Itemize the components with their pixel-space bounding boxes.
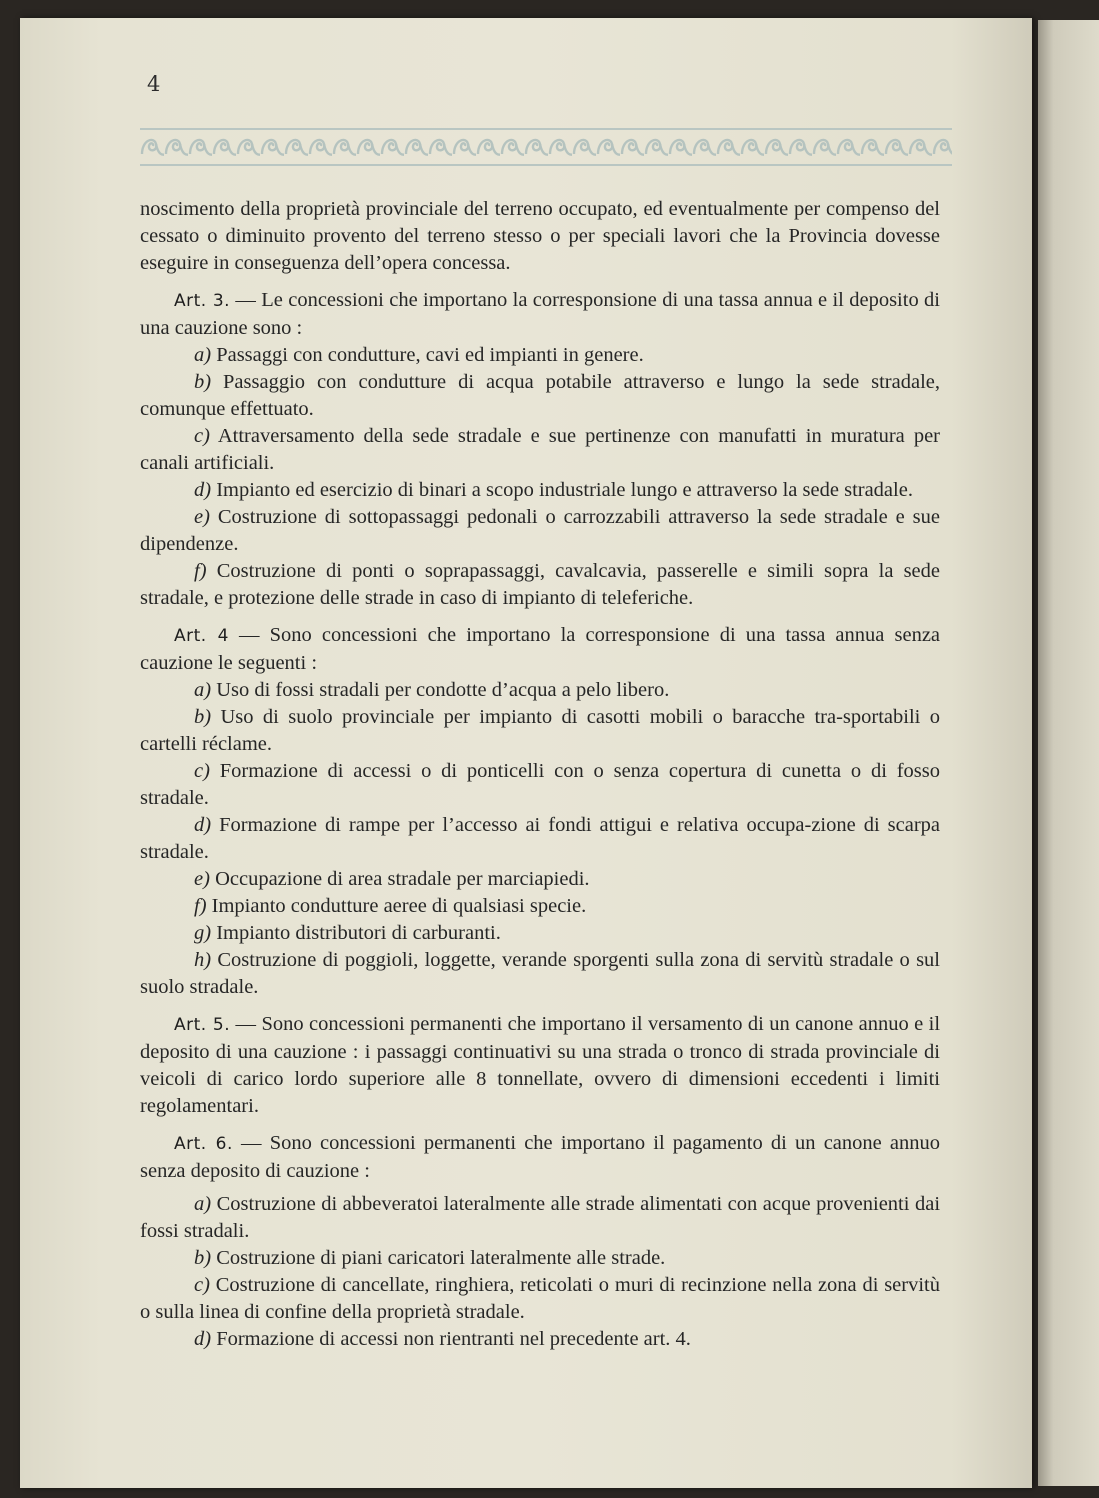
list-item: d) Formazione di rampe per l’accesso ai fondi attigui e relativa occupa-zione di scarpa stradale. [140, 814, 940, 863]
list-item: f) Costruzione di ponti o soprapassaggi, cavalcavia, passerelle e simili sopra la sede stradale, e protezione delle strade in caso di impianto di teleferiche. [140, 560, 941, 609]
article-5 [140, 1011, 940, 1120]
article-4-text: — Sono concessioni che importano la corresponsione di una tassa annua senza cauzione le seguenti : [140, 624, 941, 674]
article-6-text: — Sono concessioni permanenti che importano il pagamento di un canone annuo senza deposito di cauzione : [140, 1132, 941, 1182]
article-3-text: — Le concessioni che importano la corresponsione di una tassa annua e il deposito di una cauzione sono : [140, 289, 940, 339]
list-item: d) Formazione di accessi non rientranti nel precedente art. 4. [194, 1328, 691, 1350]
list-item: a) Costruzione di abbeveratoi lateralmente alle strade alimentati con acque provenienti dai fossi stradali. [140, 1193, 941, 1242]
intro-paragraph: noscimento della proprietà provinciale del terreno occupato, ed eventualmente per compenso del cessato o diminuito provento del terreno stesso o per speciali lavori che la Provincia dovesse eseguire in conseguenza dell’opera concessa. [140, 198, 940, 274]
next-page-edge [1038, 20, 1099, 1486]
list-item: e) Occupazione di area stradale per marciapiedi. [194, 868, 590, 890]
list-item: c) Attraversamento della sede stradale e sue pertinenze con manufatti in muratura per canali artificiali. [140, 425, 940, 474]
decorative-header-band [140, 128, 952, 166]
list-item: g) Impianto distributori di carburanti. [194, 922, 501, 944]
article-5-label: Art. 5. [174, 1015, 231, 1035]
ornament-pattern-icon [140, 130, 952, 164]
article-4 [140, 622, 940, 677]
list-item: f) Impianto condutture aeree di qualsiasi specie. [194, 895, 587, 917]
page-number: 4 [147, 72, 161, 96]
article-6-label: Art. 6. [174, 1134, 233, 1154]
list-item: b) Costruzione di piani caricatori lateralmente alle strade. [194, 1247, 666, 1269]
list-item: c) Costruzione di cancellate, ringhiera, reticolati o muri di recinzione nella zona di servitù o sulla linea di confine della proprietà stradale. [140, 1274, 941, 1323]
list-item: a) Passaggi con condutture, cavi ed impianti in genere. [194, 344, 644, 366]
list-item: b) Passaggio con condutture di acqua potabile attraverso e lungo la sede stradale, comunque effettuato. [140, 371, 940, 420]
document-body [140, 196, 940, 1353]
list-item: a) Uso di fossi stradali per condotte d’acqua a pelo libero. [194, 679, 670, 701]
article-3-label: Art. 3. [174, 291, 231, 311]
list-item: c) Formazione di accessi o di ponticelli con o senza copertura di cunetta o di fosso stradale. [140, 760, 940, 809]
article-3 [140, 287, 940, 342]
list-item: h) Costruzione di poggioli, loggette, verande sporgenti sulla zona di servitù stradale o sul suolo stradale. [140, 949, 940, 998]
list-item: e) Costruzione di sottopassaggi pedonali o carrozzabili attraverso la sede stradale e sue dipendenze. [140, 506, 941, 555]
article-6 [140, 1130, 940, 1185]
list-item: b) Uso di suolo provinciale per impianto di casotti mobili o baracche tra-sportabili o cartelli réclame. [140, 706, 940, 755]
list-item: d) Impianto ed esercizio di binari a scopo industriale lungo e attraverso la sede stradale. [194, 479, 913, 501]
article-4-label: Art. 4 [174, 626, 229, 646]
article-5-text: — Sono concessioni permanenti che importano il versamento di un canone annuo e il deposito di una cauzione : i passaggi continuativi su una strada o tronco di strada provinciale di veicoli di carico lordo superiore alle 8 tonnellate, ovvero di dimensioni eccedenti i limiti regolamentari. [140, 1013, 941, 1117]
